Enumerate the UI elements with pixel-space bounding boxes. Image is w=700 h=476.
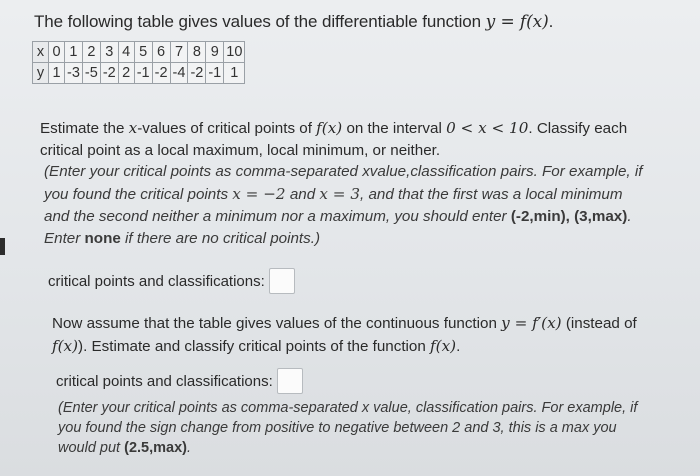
- part1-instructions: (Enter your critical points as comma-separated xvalue,classification pairs. For example, if you found the critical points x = −2 and x = 3, and that the first was a local minimum and the second neither a minimum nor a maximum, you should enter (-2,min), (3,max). Enter none if there are no critical points.): [44, 163, 643, 247]
- intro-text: The following table gives values of the differentiable function: [34, 12, 486, 31]
- table-cell: -5: [82, 63, 100, 84]
- table-row-x: [33, 42, 245, 63]
- table-cell: -4: [170, 63, 188, 84]
- x-label-cell: x: [33, 42, 49, 63]
- part1-question: Estimate the x-values of critical points of f(x) on the interval 0 < x < 10. Classify each critical point as a local maximum, local minimum, or neither.: [40, 119, 628, 159]
- table-cell: 6: [152, 42, 170, 63]
- y-label-cell: y: [33, 63, 49, 84]
- table-cell: 1: [65, 42, 83, 63]
- problem-intro: The following table gives values of the differentiable function y = f(x).: [34, 12, 554, 32]
- table-cell: -3: [65, 63, 83, 84]
- part2-answer-row: [56, 368, 303, 394]
- table-row-y: [33, 63, 245, 84]
- table-cell: 0: [49, 42, 65, 63]
- table-cell: 5: [134, 42, 152, 63]
- part2-question: Now assume that the table gives values of the continuous function y = f′(x) (instead of f(x)). Estimate and classify critical points of the function f(x).: [52, 314, 637, 355]
- table-cell: 3: [100, 42, 118, 63]
- table-cell: 10: [224, 42, 245, 63]
- table-cell: 1: [224, 63, 245, 84]
- table-cell: 9: [206, 42, 224, 63]
- part2-answer-input[interactable]: [277, 368, 303, 394]
- answer-label: critical points and classifications:: [56, 372, 273, 390]
- part1-answer-input[interactable]: [269, 268, 295, 294]
- answer-label: critical points and classifications:: [48, 272, 265, 290]
- table-cell: 8: [188, 42, 206, 63]
- table-cell: 7: [170, 42, 188, 63]
- function-notation: y = f(x): [485, 12, 549, 32]
- table-cell: 4: [118, 42, 134, 63]
- values-table: [32, 41, 245, 84]
- table-cell: 1: [49, 63, 65, 84]
- table-cell: 2: [118, 63, 134, 84]
- table-cell: -2: [188, 63, 206, 84]
- part1-answer-row: [48, 268, 295, 294]
- table-cell: 2: [82, 42, 100, 63]
- table-cell: -2: [152, 63, 170, 84]
- table-cell: -2: [100, 63, 118, 84]
- side-marker: [0, 238, 5, 255]
- table-cell: -1: [134, 63, 152, 84]
- part2-instructions: (Enter your critical points as comma-separated x value, classification pairs. For example, if you found the sign change from positive to negative between 2 and 3, this is a max you would put (2.5,max).: [58, 400, 638, 456]
- table-cell: -1: [206, 63, 224, 84]
